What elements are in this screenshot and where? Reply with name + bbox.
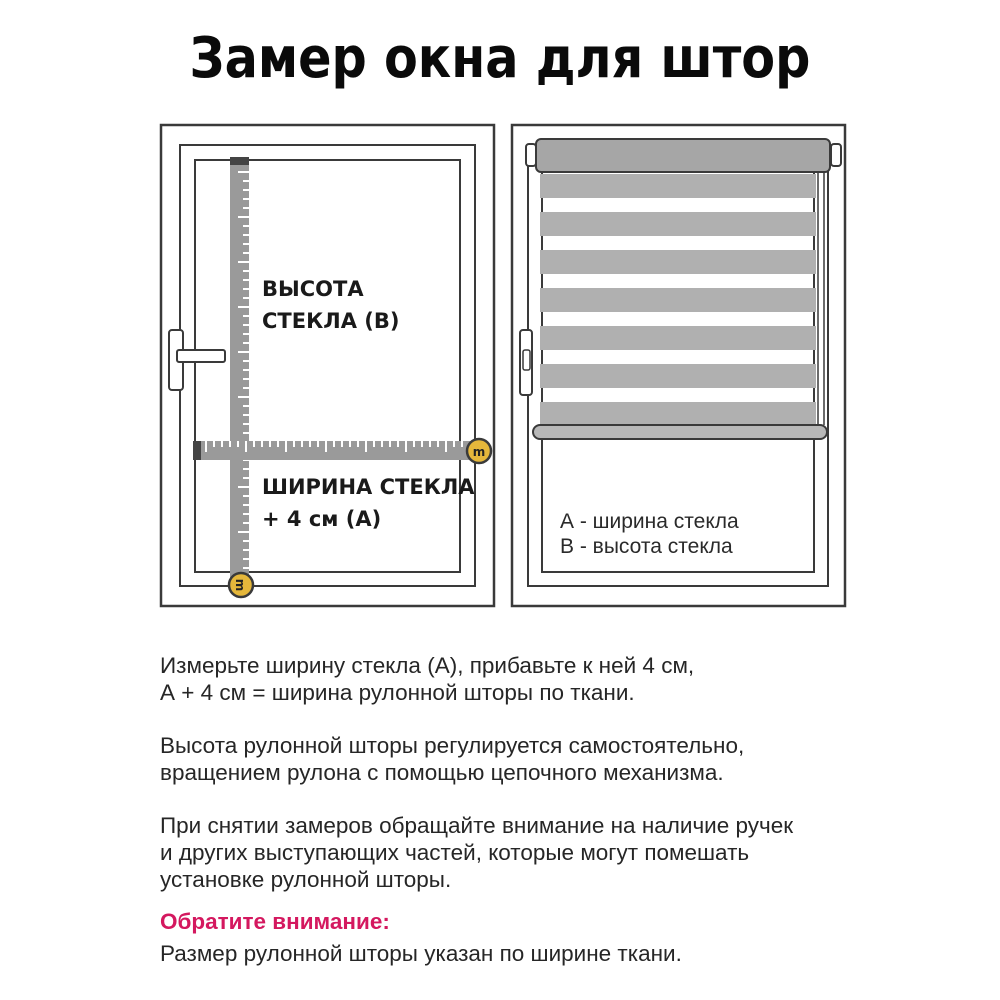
note-heading: Обратите внимание:: [160, 909, 390, 934]
height-label-line1: ВЫСОТА: [262, 277, 364, 301]
blind-bottom-bar: [533, 425, 827, 439]
width-label-line2: + 4 см (А): [262, 507, 382, 531]
right-window-diagram: [512, 125, 845, 606]
tape-badge-letter: m: [233, 578, 247, 592]
left-window-diagram: [161, 125, 494, 606]
paragraph-height: Высота рулонной шторы регулируется самостоятельно, вращением рулона с помощью цепочного механизма.: [160, 733, 745, 785]
height-label-line2: СТЕКЛА (В): [262, 309, 400, 333]
page-title: Замер окна для штор: [189, 26, 811, 91]
blind-roller-cassette: [536, 139, 830, 172]
legend-b: В - высота стекла: [560, 535, 733, 558]
vertical-tape-badge-icon: [229, 573, 253, 597]
blind-right-clip-icon: [831, 144, 841, 166]
note-text: Размер рулонной шторы указан по ширине ткани.: [160, 941, 682, 966]
paragraph-handles: При снятии замеров обращайте внимание на наличие ручек и других выступающих частей, которые могут помешать установке рулонной шторы.: [160, 813, 794, 892]
horizontal-tape-badge-icon: [467, 439, 491, 463]
horizontal-measuring-tape: [193, 441, 471, 460]
width-label-line1: ШИРИНА СТЕКЛА: [262, 475, 475, 499]
paragraph-width: Измерьте ширину стекла (А), прибавьте к ней 4 см, А + 4 см = ширина рулонной шторы по ткани.: [160, 653, 695, 705]
vertical-measuring-tape: [230, 157, 249, 580]
blind-left-clip-icon: [526, 144, 536, 166]
right-window-handle-icon: [520, 330, 532, 395]
legend-a: А - ширина стекла: [560, 510, 739, 533]
tape-badge-letter: m: [472, 445, 486, 459]
